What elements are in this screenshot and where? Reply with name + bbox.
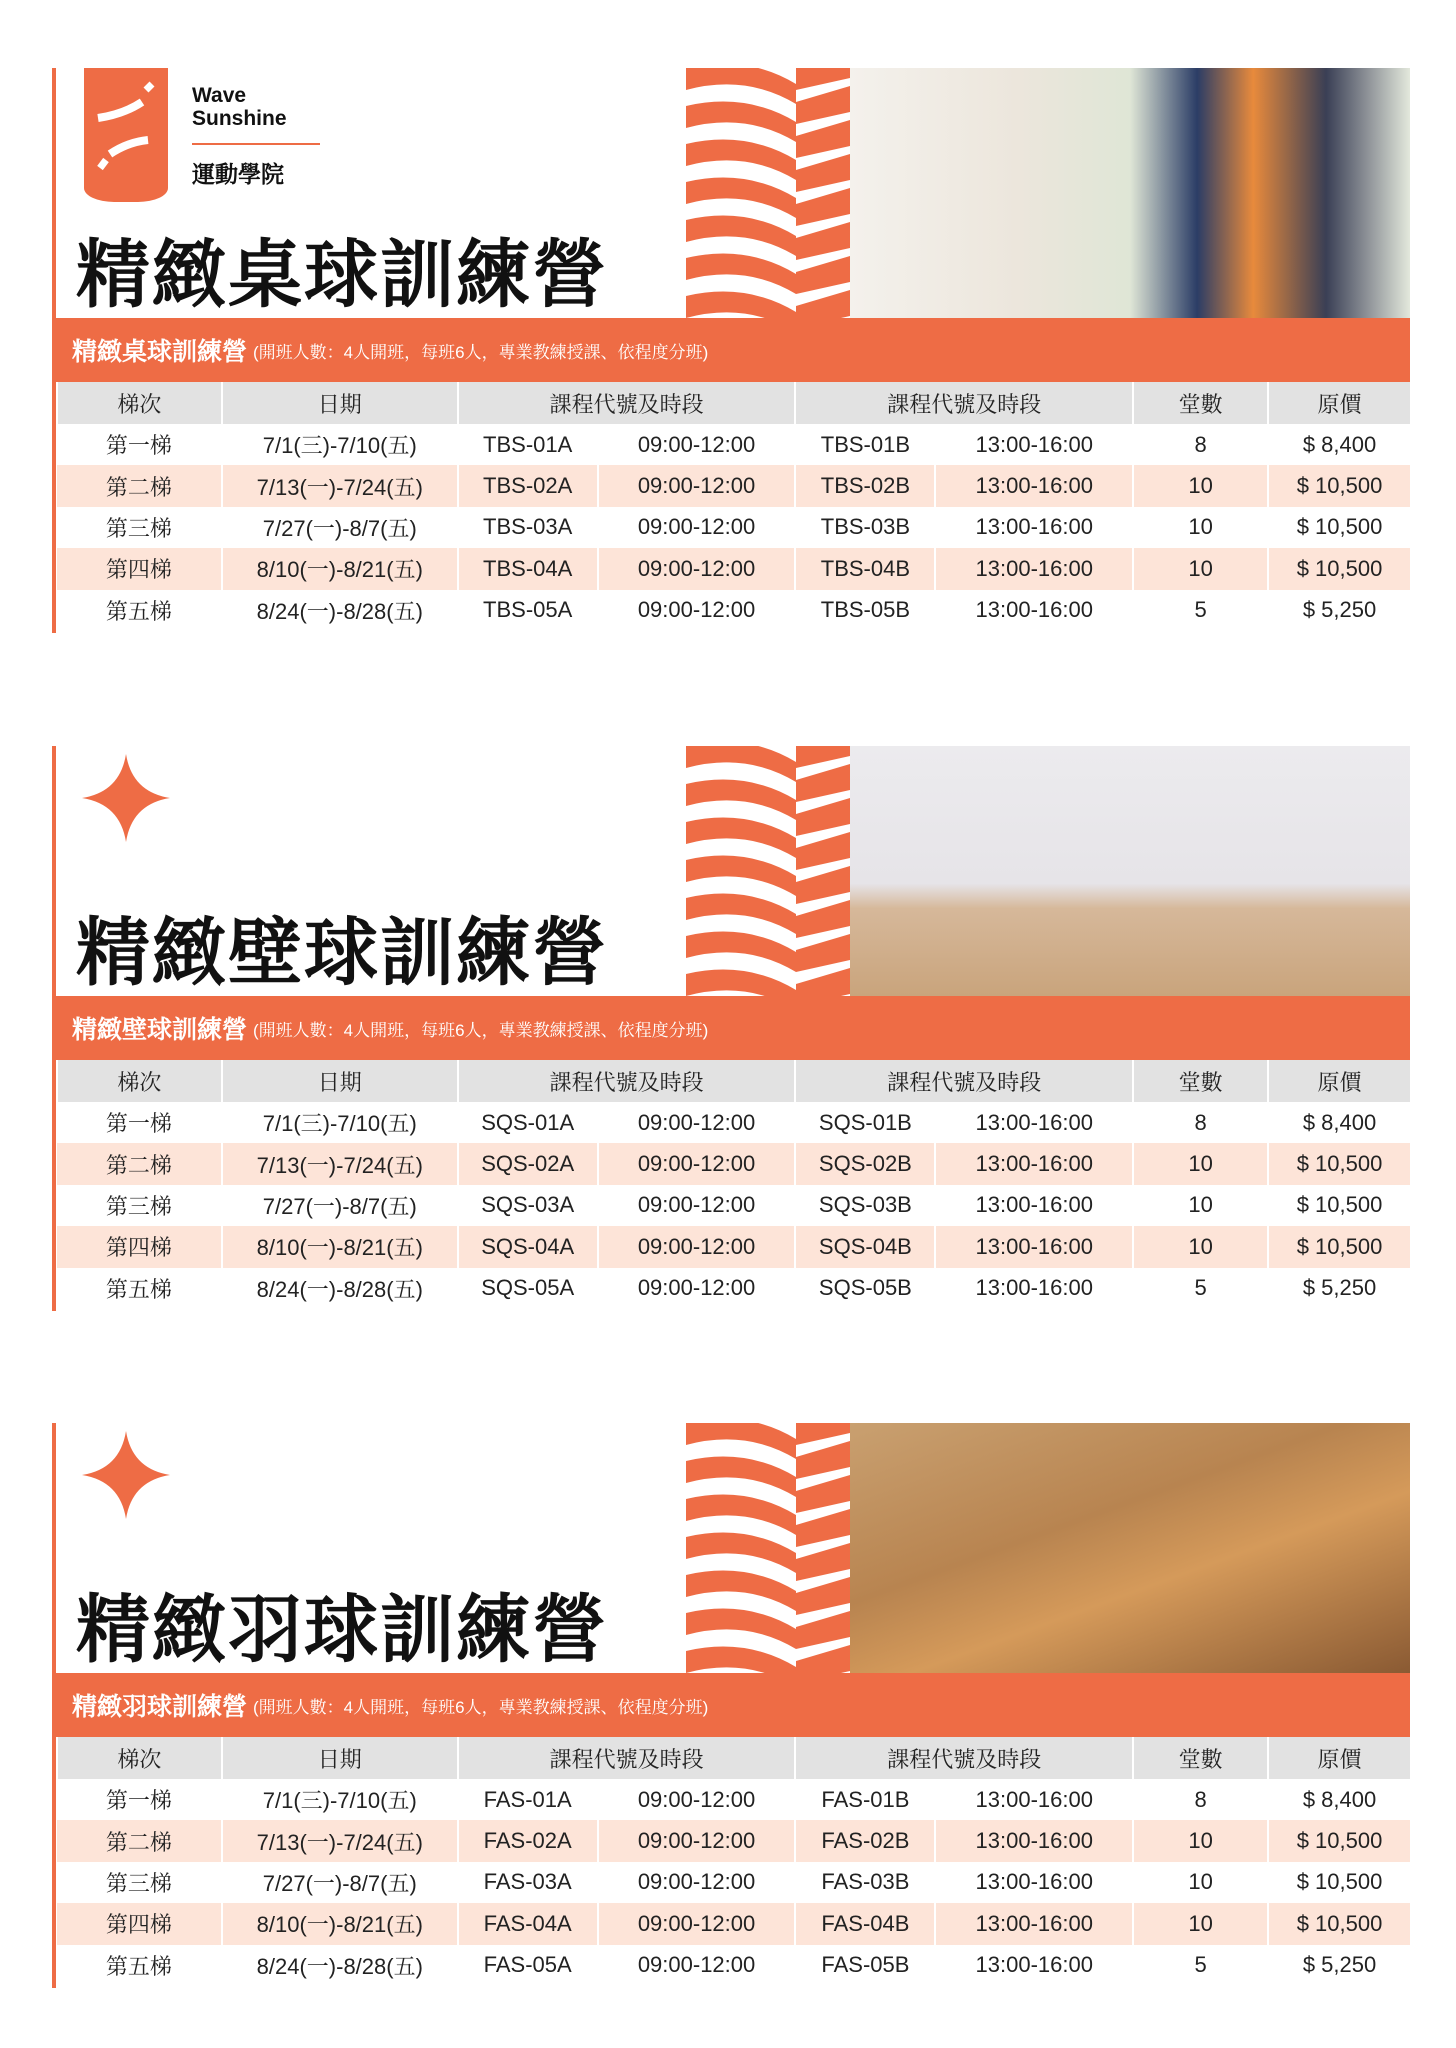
table-row — [57, 590, 1410, 631]
table-cell: 09:00-12:00 — [598, 1862, 796, 1903]
table-cell: 第三梯 — [105, 515, 172, 541]
table-cell: 8/10(一)-8/21(五) — [222, 1226, 458, 1267]
table-cell: 第三梯 — [105, 1193, 172, 1219]
table-cell: $ 10,500 — [1268, 1226, 1410, 1267]
table-cell: 13:00-16:00 — [935, 1779, 1133, 1820]
table-cell: 10 — [1133, 1143, 1268, 1184]
table-cell: 7/1(三)-7/10(五) — [222, 1779, 458, 1820]
table-row — [57, 465, 1410, 506]
table-cell: TBS-05A — [458, 590, 598, 631]
schedule-table — [56, 1060, 1410, 1309]
info-bar — [56, 996, 1410, 1060]
header-cell: 堂數 — [1133, 1737, 1268, 1779]
table-cell: SQS-04B — [795, 1226, 935, 1267]
table-cell: 8/24(一)-8/28(五) — [222, 1268, 458, 1309]
table-header — [57, 1737, 1410, 1779]
table-cell: 09:00-12:00 — [598, 1226, 796, 1267]
header-cell: 梯次 — [57, 1737, 222, 1779]
section-header — [56, 1423, 1410, 1673]
header-cell: 原價 — [1268, 382, 1410, 424]
section-title: 精緻壁球訓練營 — [76, 910, 608, 996]
table-cell: 13:00-16:00 — [935, 1268, 1133, 1309]
header-cell: 日期 — [222, 1060, 458, 1102]
schedule-table — [56, 382, 1410, 631]
table-cell: 13:00-16:00 — [935, 1185, 1133, 1226]
table-cell: 第一梯 — [105, 1788, 172, 1814]
header-cell: 課程代號及時段 — [458, 1060, 796, 1102]
table-cell: 13:00-16:00 — [935, 507, 1133, 548]
table-cell: SQS-05B — [795, 1268, 935, 1309]
table-cell: 7/13(一)-7/24(五) — [222, 1143, 458, 1184]
table-cell: 09:00-12:00 — [598, 590, 796, 631]
header-cell: 課程代號及時段 — [458, 1737, 796, 1779]
table-cell: 8/10(一)-8/21(五) — [222, 548, 458, 589]
table-cell: $ 10,500 — [1268, 548, 1410, 589]
table-row — [57, 1143, 1410, 1184]
table-cell: 第一梯 — [105, 433, 172, 459]
bar-title: 精緻羽球訓練營 — [72, 1693, 248, 1721]
schedule-table — [56, 1737, 1410, 1986]
table-cell: SQS-03A — [458, 1185, 598, 1226]
table-header — [57, 382, 1410, 424]
table-cell: FAS-02B — [795, 1820, 935, 1861]
table-cell: 13:00-16:00 — [935, 1903, 1133, 1944]
header-cell: 原價 — [1268, 1060, 1410, 1102]
table-row — [57, 1102, 1410, 1143]
table-cell: TBS-04A — [458, 548, 598, 589]
bar-title: 精緻桌球訓練營 — [72, 338, 248, 366]
table-cell: 09:00-12:00 — [598, 1779, 796, 1820]
section-title: 精緻桌球訓練營 — [76, 232, 608, 318]
table-cell: SQS-02B — [795, 1143, 935, 1184]
table-cell: 第三梯 — [105, 1870, 172, 1896]
header-cell: 梯次 — [57, 1060, 222, 1102]
table-cell: 13:00-16:00 — [935, 1820, 1133, 1861]
header-cell: 原價 — [1268, 1737, 1410, 1779]
logo-chinese: 運動學院 — [192, 161, 284, 187]
table-cell: FAS-01B — [795, 1779, 935, 1820]
table-cell: 8/10(一)-8/21(五) — [222, 1903, 458, 1944]
header-cell: 課程代號及時段 — [795, 1737, 1133, 1779]
table-cell: 8/24(一)-8/28(五) — [222, 590, 458, 631]
table-cell: 10 — [1133, 1820, 1268, 1861]
table-cell: 13:00-16:00 — [935, 590, 1133, 631]
table-cell: TBS-03B — [795, 507, 935, 548]
table-cell: 09:00-12:00 — [598, 1945, 796, 1986]
section-title: 精緻羽球訓練營 — [76, 1587, 608, 1673]
stripe-decoration — [686, 1423, 850, 1673]
table-row — [57, 1185, 1410, 1226]
logo-english: Wave Sunshine — [192, 84, 287, 130]
table-cell: 13:00-16:00 — [935, 465, 1133, 506]
table-cell: 8/24(一)-8/28(五) — [222, 1945, 458, 1986]
table-cell: 8 — [1133, 1779, 1268, 1820]
table-cell: FAS-05B — [795, 1945, 935, 1986]
table-header — [57, 1060, 1410, 1102]
table-cell: 5 — [1133, 590, 1268, 631]
section-photo — [850, 1423, 1410, 1673]
table-cell: FAS-04A — [458, 1903, 598, 1944]
section-photo — [850, 746, 1410, 996]
table-row — [57, 1862, 1410, 1903]
table-cell: FAS-04B — [795, 1903, 935, 1944]
stripe-decoration — [686, 746, 850, 996]
table-cell: 第二梯 — [57, 1143, 222, 1184]
table-row — [57, 1779, 1410, 1820]
brand-logo — [84, 68, 344, 208]
table-cell: SQS-01A — [458, 1102, 598, 1143]
logo-divider — [192, 143, 320, 145]
camp-section — [52, 1423, 1406, 1988]
table-row — [57, 1820, 1410, 1861]
table-cell: 09:00-12:00 — [598, 424, 796, 465]
table-cell: $ 8,400 — [1268, 1779, 1410, 1820]
table-cell: 10 — [1133, 507, 1268, 548]
table-cell: 09:00-12:00 — [598, 1268, 796, 1309]
table-cell: 5 — [1133, 1945, 1268, 1986]
table-cell: 13:00-16:00 — [935, 1102, 1133, 1143]
table-cell: 第二梯 — [57, 1820, 222, 1861]
table-cell: 7/13(一)-7/24(五) — [222, 465, 458, 506]
table-cell: FAS-02A — [458, 1820, 598, 1861]
bar-note: (開班人數：4人開班，每班6人，專業教練授課、依程度分班) — [253, 342, 709, 362]
table-row — [57, 1903, 1410, 1944]
table-cell: $ 10,500 — [1268, 1903, 1410, 1944]
table-cell: SQS-01B — [795, 1102, 935, 1143]
header-cell: 課程代號及時段 — [458, 382, 796, 424]
table-cell: 09:00-12:00 — [598, 465, 796, 506]
bar-note: (開班人數：4人開班，每班6人，專業教練授課、依程度分班) — [253, 1697, 709, 1717]
table-cell: 09:00-12:00 — [598, 1143, 796, 1184]
table-cell: 10 — [1133, 1185, 1268, 1226]
table-cell: TBS-02A — [458, 465, 598, 506]
table-row — [57, 1945, 1410, 1986]
table-cell: 09:00-12:00 — [598, 507, 796, 548]
table-cell: 13:00-16:00 — [935, 1862, 1133, 1903]
diamond-icon — [82, 754, 170, 847]
logo-mark — [84, 68, 168, 202]
table-cell: $ 10,500 — [1268, 507, 1410, 548]
table-cell: 09:00-12:00 — [598, 548, 796, 589]
table-cell: SQS-05A — [458, 1268, 598, 1309]
table-cell: FAS-03A — [458, 1862, 598, 1903]
table-cell: 第四梯 — [57, 548, 222, 589]
table-cell: $ 10,500 — [1268, 1862, 1410, 1903]
table-cell: 第四梯 — [57, 1226, 222, 1267]
table-cell: 13:00-16:00 — [935, 1226, 1133, 1267]
table-cell: $ 8,400 — [1268, 1102, 1410, 1143]
table-cell: TBS-04B — [795, 548, 935, 589]
header-cell: 堂數 — [1133, 382, 1268, 424]
table-cell: TBS-05B — [795, 590, 935, 631]
table-cell: 13:00-16:00 — [935, 548, 1133, 589]
table-cell: 10 — [1133, 1226, 1268, 1267]
section-header — [56, 68, 1410, 318]
table-cell: TBS-03A — [458, 507, 598, 548]
camp-section — [52, 746, 1406, 1311]
table-cell: FAS-03B — [795, 1862, 935, 1903]
table-cell: 5 — [1133, 1268, 1268, 1309]
table-cell: 7/1(三)-7/10(五) — [222, 424, 458, 465]
table-cell: 09:00-12:00 — [598, 1820, 796, 1861]
table-cell: 第五梯 — [105, 598, 172, 624]
table-cell: 7/27(一)-8/7(五) — [222, 1862, 458, 1903]
table-cell: 8 — [1133, 424, 1268, 465]
table-cell: 7/27(一)-8/7(五) — [222, 1185, 458, 1226]
table-cell: 09:00-12:00 — [598, 1903, 796, 1944]
section-photo — [850, 68, 1410, 318]
table-cell: 10 — [1133, 1862, 1268, 1903]
diamond-icon — [82, 1431, 170, 1524]
bar-title: 精緻壁球訓練營 — [72, 1016, 248, 1044]
table-row — [57, 1268, 1410, 1309]
table-cell: 第五梯 — [105, 1953, 172, 1979]
table-cell: 10 — [1133, 1903, 1268, 1944]
table-row — [57, 507, 1410, 548]
table-cell: $ 10,500 — [1268, 1185, 1410, 1226]
table-cell: $ 5,250 — [1268, 1945, 1410, 1986]
table-cell: TBS-02B — [795, 465, 935, 506]
table-cell: 13:00-16:00 — [935, 1143, 1133, 1184]
info-bar — [56, 318, 1410, 382]
table-row — [57, 548, 1410, 589]
table-cell: $ 10,500 — [1268, 1143, 1410, 1184]
camp-section — [52, 68, 1406, 633]
header-cell: 日期 — [222, 1737, 458, 1779]
table-cell: 13:00-16:00 — [935, 424, 1133, 465]
header-cell: 日期 — [222, 382, 458, 424]
stripe-decoration — [686, 68, 850, 318]
table-cell: 8 — [1133, 1102, 1268, 1143]
table-row — [57, 1226, 1410, 1267]
table-cell: 09:00-12:00 — [598, 1102, 796, 1143]
section-header — [56, 746, 1410, 996]
table-cell: SQS-04A — [458, 1226, 598, 1267]
table-cell: 7/13(一)-7/24(五) — [222, 1820, 458, 1861]
table-cell: $ 10,500 — [1268, 1820, 1410, 1861]
table-cell: FAS-01A — [458, 1779, 598, 1820]
table-cell: SQS-03B — [795, 1185, 935, 1226]
table-row — [57, 424, 1410, 465]
header-cell: 堂數 — [1133, 1060, 1268, 1102]
header-cell: 梯次 — [57, 382, 222, 424]
table-cell: $ 5,250 — [1268, 1268, 1410, 1309]
table-cell: TBS-01A — [458, 424, 598, 465]
table-cell: SQS-02A — [458, 1143, 598, 1184]
header-cell: 課程代號及時段 — [795, 382, 1133, 424]
table-cell: TBS-01B — [795, 424, 935, 465]
table-cell: 10 — [1133, 548, 1268, 589]
table-cell: 第四梯 — [57, 1903, 222, 1944]
table-cell: 第五梯 — [105, 1276, 172, 1302]
table-cell: $ 5,250 — [1268, 590, 1410, 631]
table-cell: 第一梯 — [105, 1111, 172, 1137]
header-cell: 課程代號及時段 — [795, 1060, 1133, 1102]
table-cell: 7/1(三)-7/10(五) — [222, 1102, 458, 1143]
table-cell: $ 10,500 — [1268, 465, 1410, 506]
table-cell: 第二梯 — [57, 465, 222, 506]
table-cell: $ 8,400 — [1268, 424, 1410, 465]
table-cell: 10 — [1133, 465, 1268, 506]
table-cell: 13:00-16:00 — [935, 1945, 1133, 1986]
bar-note: (開班人數：4人開班，每班6人，專業教練授課、依程度分班) — [253, 1020, 709, 1040]
info-bar — [56, 1673, 1410, 1737]
table-cell: 09:00-12:00 — [598, 1185, 796, 1226]
table-cell: 7/27(一)-8/7(五) — [222, 507, 458, 548]
table-cell: FAS-05A — [458, 1945, 598, 1986]
